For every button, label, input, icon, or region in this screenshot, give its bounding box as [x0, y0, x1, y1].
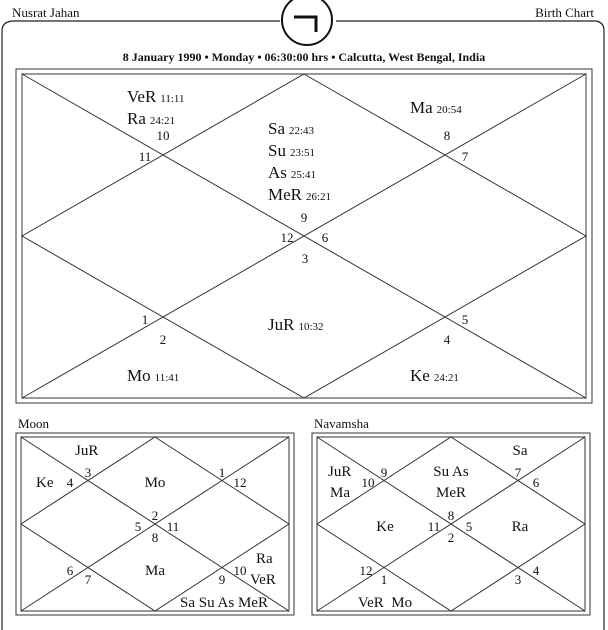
planet-label: Sa — [512, 443, 528, 459]
moon-planets — [36, 443, 276, 611]
house-number: 1 — [380, 572, 388, 587]
house-number: 6 — [66, 563, 74, 578]
house-number: 8 — [443, 128, 451, 143]
planet-label: Ke — [36, 475, 54, 491]
planet-label: MeR — [436, 485, 466, 501]
planet-ma: Ma 20:54 — [410, 98, 462, 117]
house-number: 2 — [151, 508, 159, 523]
moon-chart-title: Moon — [18, 416, 50, 431]
house-number: 6 — [532, 475, 540, 490]
birth-details: 8 January 1990 • Monday • 06:30:00 hrs • Calcutta, West Bengal, India — [122, 50, 486, 64]
planet-as: As 25:41 — [268, 163, 316, 182]
planet-su: Su 23:51 — [268, 141, 316, 160]
house-number: 4 — [443, 332, 451, 347]
house-number: 12 — [359, 563, 373, 578]
house-number: 7 — [84, 572, 92, 587]
house-number: 6 — [321, 230, 329, 245]
house-number: 7 — [461, 149, 469, 164]
chart-title: Birth Chart — [535, 5, 594, 20]
house-number: 9 — [300, 210, 308, 225]
house-number: 8 — [151, 530, 159, 545]
planet-mer: MeR 26:21 — [268, 185, 332, 204]
house-number: 10 — [156, 128, 170, 143]
house-number: 5 — [134, 519, 142, 534]
house-number: 3 — [301, 251, 309, 266]
planet-label: Ra — [511, 519, 529, 535]
main-house-numbers — [139, 128, 469, 347]
house-number: 11 — [427, 519, 441, 534]
planet-label: Ma — [330, 485, 350, 501]
house-number: 2 — [447, 530, 455, 545]
house-number: 3 — [514, 572, 522, 587]
house-number: 9 — [218, 572, 226, 587]
planet-label: JuR — [75, 443, 99, 459]
house-number: 8 — [447, 508, 455, 523]
planet-label: Ma — [145, 563, 165, 579]
house-number: 11 — [138, 149, 152, 164]
house-number: 1 — [218, 465, 226, 480]
planet-label: JuR — [328, 464, 352, 480]
house-number: 3 — [84, 465, 92, 480]
planet-jur: JuR 10:32 — [268, 315, 324, 334]
planet-ver: VeR 11:11 — [127, 87, 185, 106]
navamsha-chart — [312, 433, 590, 615]
house-number: 10 — [233, 563, 247, 578]
planet-sa: Sa 22:43 — [268, 119, 315, 138]
planet-label: Sa Su As MeR — [180, 595, 268, 611]
house-number: 9 — [380, 465, 388, 480]
planet-label: Su As — [433, 464, 469, 480]
house-number: 12 — [233, 475, 247, 490]
house-number: 5 — [461, 312, 469, 327]
main-chart — [16, 69, 592, 403]
house-number: 1 — [141, 312, 149, 327]
house-number: 10 — [361, 475, 375, 490]
house-number: 4 — [66, 475, 74, 490]
planet-label: VeR — [250, 572, 276, 588]
house-number: 12 — [280, 230, 294, 245]
navamsha-chart-title: Navamsha — [314, 416, 369, 431]
planet-ke: Ke 24:21 — [410, 366, 459, 385]
planet-label: VeR Mo — [357, 595, 413, 611]
logo-emblem — [282, 0, 332, 45]
house-number: 2 — [159, 332, 167, 347]
house-number: 4 — [532, 563, 540, 578]
planet-mo: Mo 11:41 — [127, 366, 180, 385]
house-number: 5 — [465, 519, 473, 534]
house-number: 7 — [514, 465, 522, 480]
planet-label: Mo — [144, 475, 166, 491]
person-name: Nusrat Jahan — [12, 5, 80, 20]
planet-label: Ra — [256, 551, 273, 567]
house-number: 11 — [166, 519, 180, 534]
planet-ra: Ra 24:21 — [127, 109, 175, 128]
planet-label: Ke — [376, 519, 394, 535]
main-planets — [127, 87, 462, 385]
